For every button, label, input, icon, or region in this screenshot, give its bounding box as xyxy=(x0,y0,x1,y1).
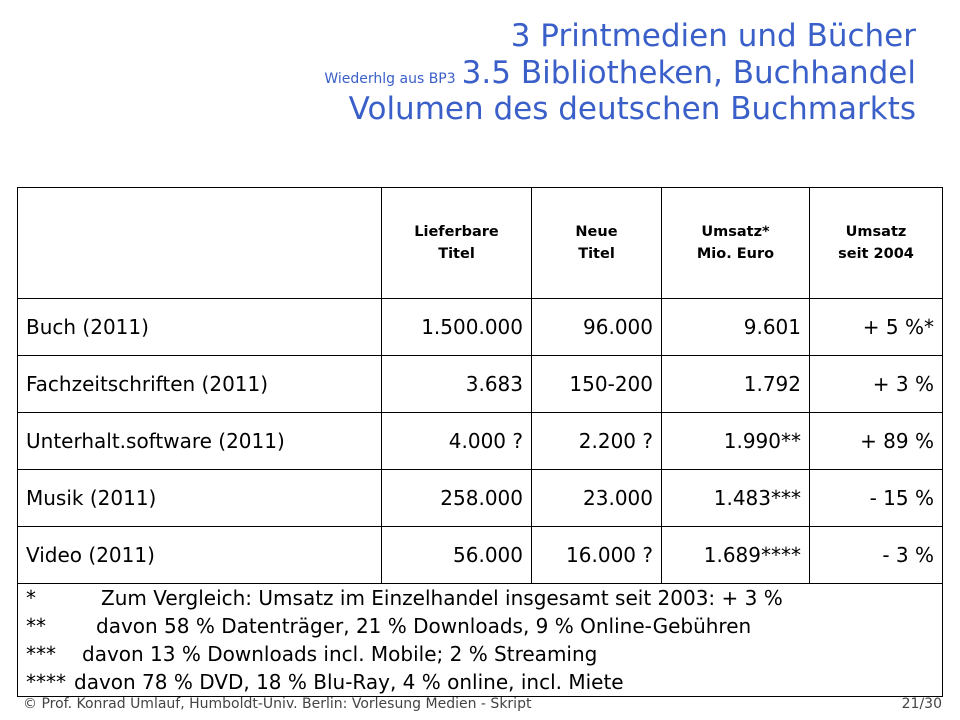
footnote xyxy=(26,584,934,612)
row-label: Video (2011) xyxy=(18,527,382,584)
cell-neue: 96.000 xyxy=(532,299,662,356)
title-line-2 xyxy=(324,55,916,92)
cell-seit: - 3 % xyxy=(810,527,943,584)
footnote xyxy=(26,668,934,696)
cell-lieferbare: 258.000 xyxy=(382,470,532,527)
cell-umsatz: 1.483*** xyxy=(662,470,810,527)
header-umsatz-seit-2004: Umsatz seit 2004 xyxy=(810,188,943,299)
cell-neue: 23.000 xyxy=(532,470,662,527)
table-row xyxy=(18,527,943,584)
footer-copyright: © Prof. Konrad Umlauf, Humboldt-Univ. Berlin: Vorlesung Medien - Skript xyxy=(23,696,532,712)
footnote xyxy=(26,612,934,640)
notes-row xyxy=(18,584,943,697)
footnote-mark: ** xyxy=(26,614,46,638)
footnote-text: Zum Vergleich: Umsatz im Einzelhandel insgesamt seit 2003: + 3 % xyxy=(101,586,783,610)
row-label: Fachzeitschriften (2011) xyxy=(18,356,382,413)
cell-umsatz: 1.792 xyxy=(662,356,810,413)
cell-seit: + 5 %* xyxy=(810,299,943,356)
header-lieferbare-titel: Lieferbare Titel xyxy=(382,188,532,299)
cell-lieferbare: 3.683 xyxy=(382,356,532,413)
title-line-1: 3 Printmedien und Bücher xyxy=(510,18,916,54)
footnote-text: davon 13 % Downloads incl. Mobile; 2 % Streaming xyxy=(82,642,598,666)
page-number: 21/30 xyxy=(901,696,942,712)
row-label: Buch (2011) xyxy=(18,299,382,356)
table-row xyxy=(18,356,943,413)
title-line-2-text: 3.5 Bibliotheken, Buchhandel xyxy=(461,54,916,91)
cell-neue: 150-200 xyxy=(532,356,662,413)
table-row xyxy=(18,299,943,356)
title-prefix: Wiederhlg aus BP3 xyxy=(324,70,456,87)
footnote xyxy=(26,640,934,668)
table-header-row xyxy=(18,188,943,299)
cell-umsatz: 9.601 xyxy=(662,299,810,356)
cell-seit: + 3 % xyxy=(810,356,943,413)
header-empty xyxy=(18,188,382,299)
cell-umsatz: 1.689**** xyxy=(662,527,810,584)
cell-lieferbare: 1.500.000 xyxy=(382,299,532,356)
footnote-text: davon 58 % Datenträger, 21 % Downloads, 9 % Online-Gebühren xyxy=(96,614,752,638)
row-label: Musik (2011) xyxy=(18,470,382,527)
header-neue-titel: Neue Titel xyxy=(532,188,662,299)
cell-umsatz: 1.990** xyxy=(662,413,810,470)
cell-neue: 2.200 ? xyxy=(532,413,662,470)
slide-title xyxy=(324,18,916,128)
table-row xyxy=(18,413,943,470)
footnote-mark: * xyxy=(26,586,36,610)
cell-lieferbare: 56.000 xyxy=(382,527,532,584)
book-market-table xyxy=(17,187,943,697)
row-label: Unterhalt.software (2011) xyxy=(18,413,382,470)
header-umsatz-mio-euro: Umsatz* Mio. Euro xyxy=(662,188,810,299)
cell-seit: - 15 % xyxy=(810,470,943,527)
footnote-mark: *** xyxy=(26,642,56,666)
footnote-text: davon 78 % DVD, 18 % Blu-Ray, 4 % online, incl. Miete xyxy=(74,670,624,694)
footnotes xyxy=(18,584,943,697)
title-line-3: Volumen des deutschen Buchmarkts xyxy=(348,91,916,128)
footnote-mark: **** xyxy=(26,670,66,694)
cell-seit: + 89 % xyxy=(810,413,943,470)
cell-neue: 16.000 ? xyxy=(532,527,662,584)
table-row xyxy=(18,470,943,527)
cell-lieferbare: 4.000 ? xyxy=(382,413,532,470)
